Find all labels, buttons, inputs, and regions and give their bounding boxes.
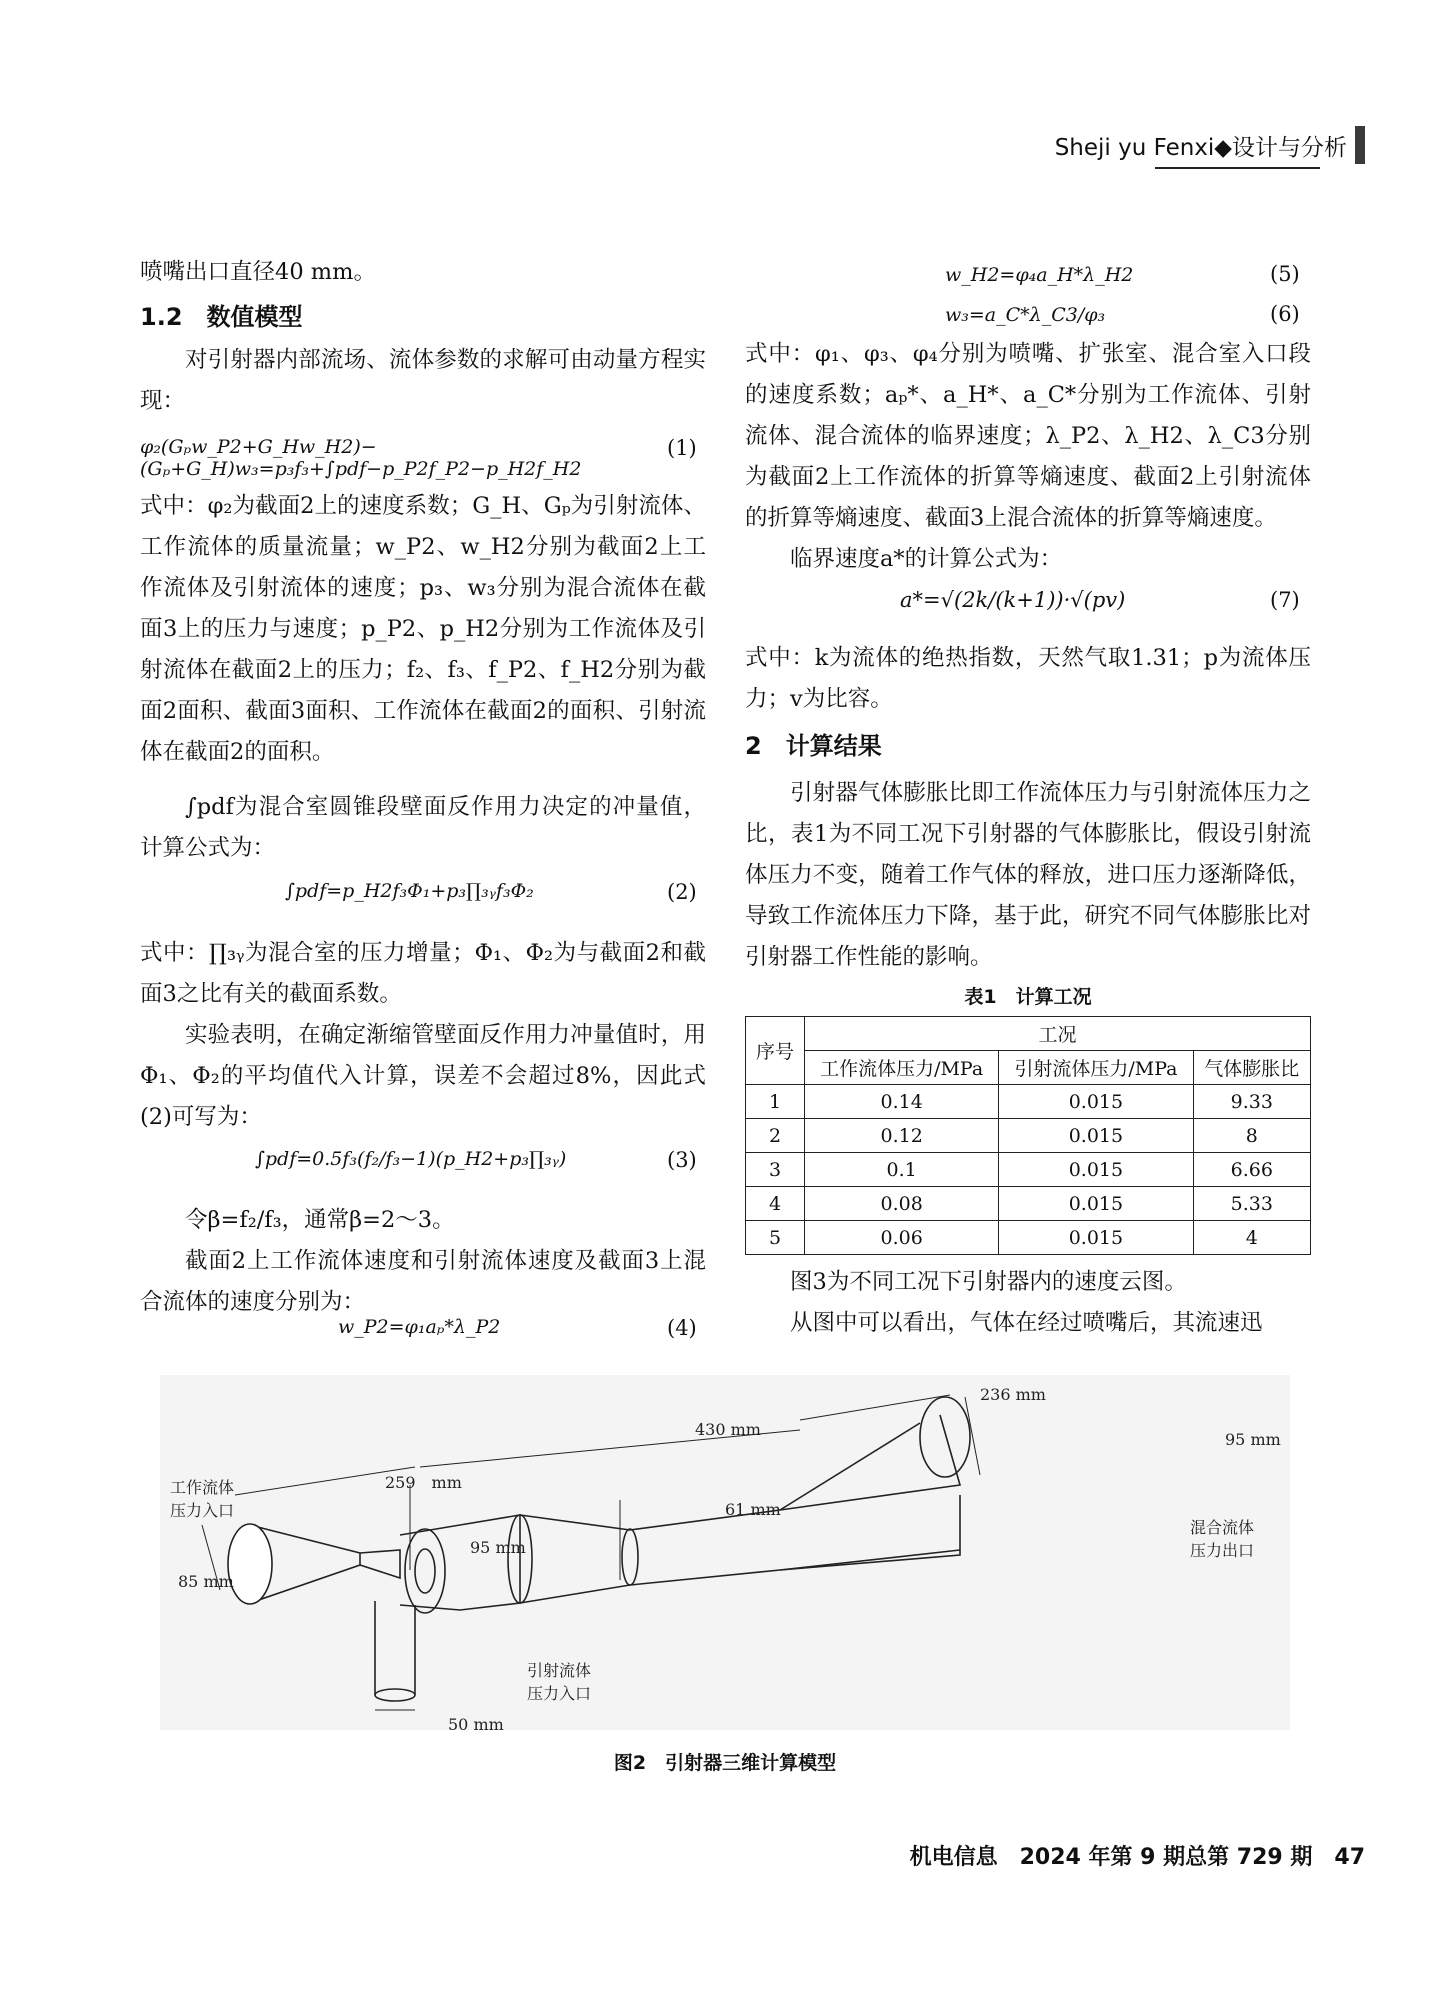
left-p1: 对引射器内部流场、流体参数的求解可由动量方程实现：: [140, 347, 706, 414]
right-p6: 从图中可以看出，气体在经过喷嘴后，其流速迅: [790, 1310, 1263, 1336]
table-cell: 0.12: [805, 1119, 999, 1153]
table-row: [746, 1085, 1311, 1119]
equation-5-number: (5): [1270, 262, 1300, 286]
equation-6: w₃=a_C*λ_C3/φ₃: [945, 304, 1106, 326]
table-cell: 3: [746, 1153, 805, 1187]
table-cell: 0.015: [999, 1153, 1193, 1187]
table-cell: 0.015: [999, 1221, 1193, 1255]
right-p3: 式中：k为流体的绝热指数，天然气取1.31；p为流体压力；v为比容。: [745, 645, 1311, 712]
label-d50: 50 mm: [448, 1715, 504, 1734]
table-row: [746, 1119, 1311, 1153]
table-header-index: 序号: [746, 1017, 805, 1085]
table-1-caption: 表1 计算工况: [964, 986, 1092, 1008]
equation-5: w_H2=φ₄a_H*λ_H2: [945, 264, 1134, 286]
right-p4: 引射器气体膨胀比即工作流体压力与引射流体压力之比，表1为不同工况下引射器的气体膨胀比，假设引射流体压力不变，随着工作气体的释放，进口压力逐渐降低，导致工作流体压力下降，基于此，研究不同气体膨胀比对引射器工作性能的影响。: [745, 780, 1311, 970]
table-cell: 4: [746, 1187, 805, 1221]
table-cell: 9.33: [1193, 1085, 1310, 1119]
table-cell: 0.06: [805, 1221, 999, 1255]
table-cell: 0.08: [805, 1187, 999, 1221]
label-work-inlet: 工作流体 压力入口: [170, 1478, 235, 1520]
table-cell: 0.015: [999, 1085, 1193, 1119]
equation-4: w_P2=φ₁aₚ*λ_P2: [338, 1316, 501, 1338]
page-footer: 机电信息 2024 年第 9 期总第 729 期 47: [909, 1845, 1365, 1870]
label-mix-outlet: 混合流体 压力出口: [1190, 1518, 1255, 1560]
left-p2: 式中：φ₂为截面2上的速度系数；G_H、Gₚ为引射流体、工作流体的质量流量；w_P2、w_H2分别为截面2上工作流体及引射流体的速度；p₃、w₃分别为混合流体在截面3上的压力与速度；p_P2、p_H2分别为工作流体及引射流体在截面2上的压力；f₂、f₃、f_P2、f_H2分别为截面2面积、截面3面积、工作流体在截面2的面积、引射流体在截面2的面积。: [140, 493, 706, 765]
running-header: [1055, 126, 1365, 164]
table-row: [746, 1153, 1311, 1187]
left-p4: 式中：∏₃ᵧ为混合室的压力增量；Φ₁、Φ₂为与截面2和截面3之比有关的截面系数。: [140, 940, 706, 1007]
equation-1-number: (1): [667, 436, 697, 460]
left-p6: 令β=f₂/f₃，通常β=2～3。: [185, 1207, 455, 1233]
left-p5: 实验表明，在确定渐缩管壁面反作用力冲量值时，用Φ₁、Φ₂的平均值代入计算，误差不会超过8%，因此式(2)可写为：: [140, 1022, 706, 1130]
table-header-col: 工作流体压力/MPa: [805, 1051, 999, 1085]
label-d95b: 95 mm: [1225, 1430, 1281, 1449]
running-header-text: Sheji yu Fenxi◆设计与分析: [1054, 134, 1347, 161]
section-2: 2 计算结果: [745, 732, 882, 760]
label-l259: 259 mm: [385, 1473, 462, 1492]
right-p1: 式中：φ₁、φ₃、φ₄分别为喷嘴、扩张室、混合室入口段的速度系数；aₚ*、a_H*、a_C*分别为工作流体、引射流体、混合流体的临界速度；λ_P2、λ_H2、λ_C3分别为截面2上工作流体的折算等熵速度、截面2上引射流体的折算等熵速度、截面3上混合流体的折算等熵速度。: [745, 341, 1311, 531]
table-1: [745, 1016, 1311, 1255]
right-column-bottom: [745, 1262, 1311, 1344]
table-cell: 5: [746, 1221, 805, 1255]
equation-2-number: (2): [667, 880, 697, 904]
right-column-lower: [745, 638, 1311, 978]
equation-6-number: (6): [1270, 302, 1300, 326]
label-suction-inlet: 引射流体 压力入口: [527, 1661, 592, 1703]
table-cell: 6.66: [1193, 1153, 1310, 1187]
table-cell: 2: [746, 1119, 805, 1153]
left-p3: ∫pdf为混合室圆锥段壁面反作用力决定的冲量值，计算公式为：: [140, 794, 706, 861]
label-l236: 236 mm: [980, 1385, 1046, 1404]
right-column-upper: [745, 334, 1311, 580]
table-header-col: 气体膨胀比: [1193, 1051, 1310, 1085]
label-l430: 430 mm: [695, 1420, 761, 1439]
table-cell: 0.015: [999, 1119, 1193, 1153]
equation-7: a*=√(2k/(k+1))·√(pv): [900, 588, 1126, 612]
equation-2: ∫pdf=p_H2f₃Φ₁+p₃∏₃ᵧf₃Φ₂: [285, 880, 534, 902]
left-p7: 截面2上工作流体速度和引射流体速度及截面3上混合流体的速度分别为：: [140, 1248, 706, 1315]
left-p0: 喷嘴出口直径40 mm。: [140, 259, 376, 285]
table-cell: 0.015: [999, 1187, 1193, 1221]
equation-4-number: (4): [667, 1316, 697, 1340]
header-bar: [1355, 126, 1365, 164]
table-cell: 0.14: [805, 1085, 999, 1119]
table-cell: 0.1: [805, 1153, 999, 1187]
equation-7-number: (7): [1270, 588, 1300, 612]
table-cell: 5.33: [1193, 1187, 1310, 1221]
table-cell: 1: [746, 1085, 805, 1119]
table-header-group: 工况: [805, 1017, 1311, 1051]
figure-2-caption: 图2 引射器三维计算模型: [613, 1752, 837, 1774]
table-cell: 4: [1193, 1221, 1310, 1255]
equation-3-number: (3): [667, 1148, 697, 1172]
table-row: [746, 1221, 1311, 1255]
right-p2: 临界速度a*的计算公式为：: [790, 546, 1063, 572]
table-cell: 8: [1193, 1119, 1310, 1153]
right-p5: 图3为不同工况下引射器内的速度云图。: [790, 1269, 1187, 1295]
section-1-2: 1.2 数值模型: [140, 303, 303, 331]
label-d85: 85 mm: [178, 1572, 234, 1591]
equation-1: φ₂(Gₚw_P2+G_Hw_H2)−(Gₚ+G_H)w₃=p₃f₃+∫pdf−p_P2f_P2−p_H2f_H2: [140, 436, 582, 480]
label-d95a: 95 mm: [470, 1538, 526, 1557]
table-row: [746, 1187, 1311, 1221]
equation-3: ∫pdf=0.5f₃(f₂/f₃−1)(p_H2+p₃∏₃ᵧ): [255, 1148, 567, 1170]
table-header-col: 引射流体压力/MPa: [999, 1051, 1193, 1085]
label-d61: 61 mm: [725, 1500, 781, 1519]
header-rule: [1155, 167, 1320, 169]
